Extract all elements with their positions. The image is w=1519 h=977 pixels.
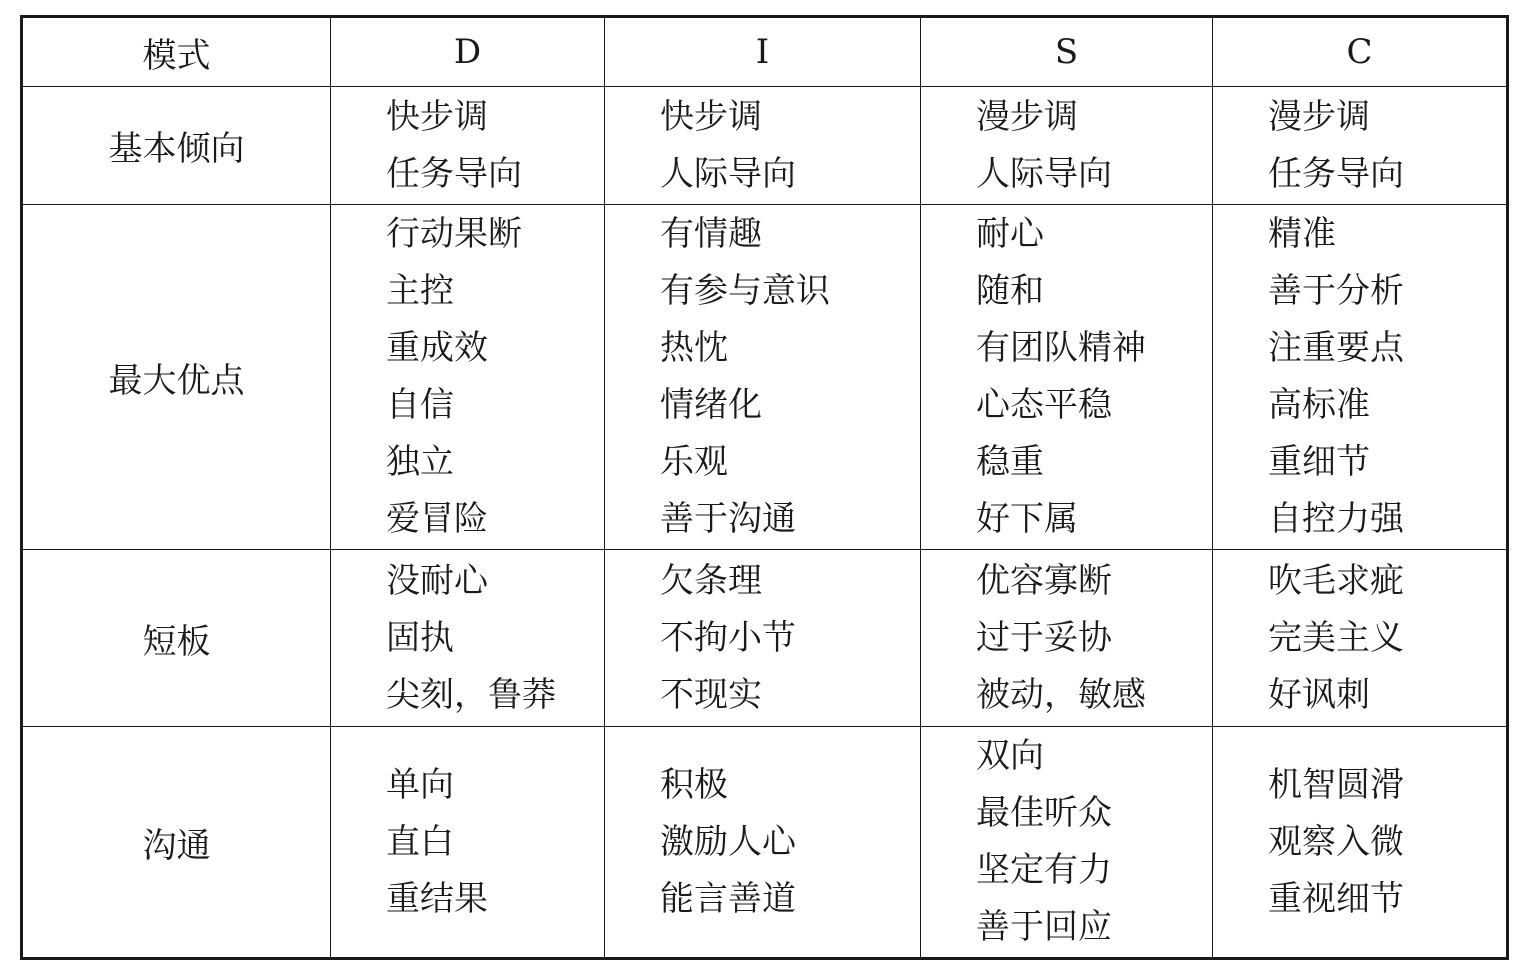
row-label-weaknesses: 短板 xyxy=(22,550,331,727)
cell-lines xyxy=(331,757,604,928)
cell-line: 过于妥协 xyxy=(976,617,1112,658)
disc-table xyxy=(20,15,1509,960)
table-row-strengths xyxy=(22,205,1508,550)
cell-lines xyxy=(1213,206,1506,548)
cell-lines xyxy=(1213,553,1506,724)
cell-line: 直白 xyxy=(386,821,454,862)
cell-line: 漫步调 xyxy=(1268,96,1370,137)
row-label-communication: 沟通 xyxy=(22,727,331,959)
cell-line: 优容寡断 xyxy=(976,560,1112,601)
cell-weaknesses-d xyxy=(331,550,605,727)
cell-lines xyxy=(921,89,1212,203)
cell-weaknesses-c xyxy=(1213,550,1508,727)
cell-line: 单向 xyxy=(386,764,454,805)
cell-weaknesses-i xyxy=(605,550,921,727)
cell-strengths-i xyxy=(605,205,921,550)
cell-line: 任务导向 xyxy=(386,153,522,194)
cell-lines xyxy=(331,206,604,548)
cell-lines xyxy=(331,553,604,724)
cell-line: 随和 xyxy=(976,271,1044,311)
cell-basic-tendency-s xyxy=(921,87,1213,205)
cell-line: 重视细节 xyxy=(1268,878,1404,919)
table-row-basic-tendency xyxy=(22,87,1508,205)
cell-lines xyxy=(921,728,1212,956)
cell-strengths-d xyxy=(331,205,605,550)
header-c: C xyxy=(1213,17,1508,87)
cell-basic-tendency-i xyxy=(605,87,921,205)
cell-basic-tendency-d xyxy=(331,87,605,205)
cell-line: 人际导向 xyxy=(976,153,1112,194)
row-label-basic-tendency: 基本倾向 xyxy=(22,87,331,205)
cell-line: 快步调 xyxy=(660,96,762,137)
cell-line: 乐观 xyxy=(660,442,728,482)
header-s: S xyxy=(921,17,1213,87)
cell-line: 好讽刺 xyxy=(1268,674,1370,715)
cell-line: 善于沟通 xyxy=(660,499,796,539)
cell-lines xyxy=(921,553,1212,724)
cell-line: 善于分析 xyxy=(1268,271,1404,311)
cell-line: 心态平稳 xyxy=(976,385,1112,425)
header-row xyxy=(22,17,1508,87)
cell-line: 积极 xyxy=(660,764,728,805)
cell-lines xyxy=(331,89,604,203)
cell-line: 快步调 xyxy=(386,96,488,137)
cell-line: 观察入微 xyxy=(1268,821,1404,862)
cell-line: 坚定有力 xyxy=(976,850,1112,890)
cell-line: 自信 xyxy=(386,385,454,425)
cell-line: 最佳听众 xyxy=(976,793,1112,833)
cell-line: 善于回应 xyxy=(976,907,1112,947)
cell-line: 没耐心 xyxy=(386,560,488,601)
cell-line: 自控力强 xyxy=(1268,499,1404,539)
cell-line: 固执 xyxy=(386,617,454,658)
cell-line: 尖刻，鲁莽 xyxy=(386,674,556,715)
cell-communication-c xyxy=(1213,727,1508,959)
cell-line: 重成效 xyxy=(386,328,488,368)
cell-line: 爱冒险 xyxy=(386,499,488,539)
table-row-communication xyxy=(22,727,1508,959)
header-i: I xyxy=(605,17,921,87)
cell-lines xyxy=(921,206,1212,548)
cell-lines xyxy=(605,757,920,928)
cell-line: 情绪化 xyxy=(660,385,762,425)
cell-line: 不拘小节 xyxy=(660,617,796,658)
cell-line: 欠条理 xyxy=(660,560,762,601)
cell-line: 行动果断 xyxy=(386,214,522,254)
cell-line: 精准 xyxy=(1268,214,1336,254)
cell-lines xyxy=(1213,757,1506,928)
cell-line: 有团队精神 xyxy=(976,328,1146,368)
cell-line: 主控 xyxy=(386,271,454,311)
cell-line: 能言善道 xyxy=(660,878,796,919)
cell-strengths-s xyxy=(921,205,1213,550)
cell-communication-i xyxy=(605,727,921,959)
cell-weaknesses-s xyxy=(921,550,1213,727)
cell-line: 不现实 xyxy=(660,674,762,715)
table-row-weaknesses xyxy=(22,550,1508,727)
cell-communication-s xyxy=(921,727,1213,959)
cell-lines xyxy=(605,206,920,548)
cell-strengths-c xyxy=(1213,205,1508,550)
cell-line: 稳重 xyxy=(976,442,1044,482)
cell-line: 吹毛求疵 xyxy=(1268,560,1404,601)
cell-line: 漫步调 xyxy=(976,96,1078,137)
row-label-strengths: 最大优点 xyxy=(22,205,331,550)
cell-communication-d xyxy=(331,727,605,959)
cell-line: 有情趣 xyxy=(660,214,762,254)
cell-lines xyxy=(605,553,920,724)
cell-line: 被动，敏感 xyxy=(976,674,1146,715)
cell-line: 机智圆滑 xyxy=(1268,764,1404,805)
cell-line: 人际导向 xyxy=(660,153,796,194)
cell-line: 激励人心 xyxy=(660,821,796,862)
cell-line: 完美主义 xyxy=(1268,617,1404,658)
cell-line: 好下属 xyxy=(976,499,1078,539)
cell-line: 重结果 xyxy=(386,878,488,919)
cell-basic-tendency-c xyxy=(1213,87,1508,205)
cell-line: 重细节 xyxy=(1268,442,1370,482)
cell-line: 注重要点 xyxy=(1268,328,1404,368)
cell-line: 独立 xyxy=(386,442,454,482)
disc-table-container xyxy=(20,15,1506,958)
cell-line: 有参与意识 xyxy=(660,271,830,311)
cell-line: 高标准 xyxy=(1268,385,1370,425)
cell-line: 双向 xyxy=(976,736,1044,776)
cell-line: 耐心 xyxy=(976,214,1044,254)
cell-lines xyxy=(1213,89,1506,203)
cell-lines xyxy=(605,89,920,203)
header-mode: 模式 xyxy=(22,17,331,87)
cell-line: 热忱 xyxy=(660,328,728,368)
cell-line: 任务导向 xyxy=(1268,153,1404,194)
header-d: D xyxy=(331,17,605,87)
